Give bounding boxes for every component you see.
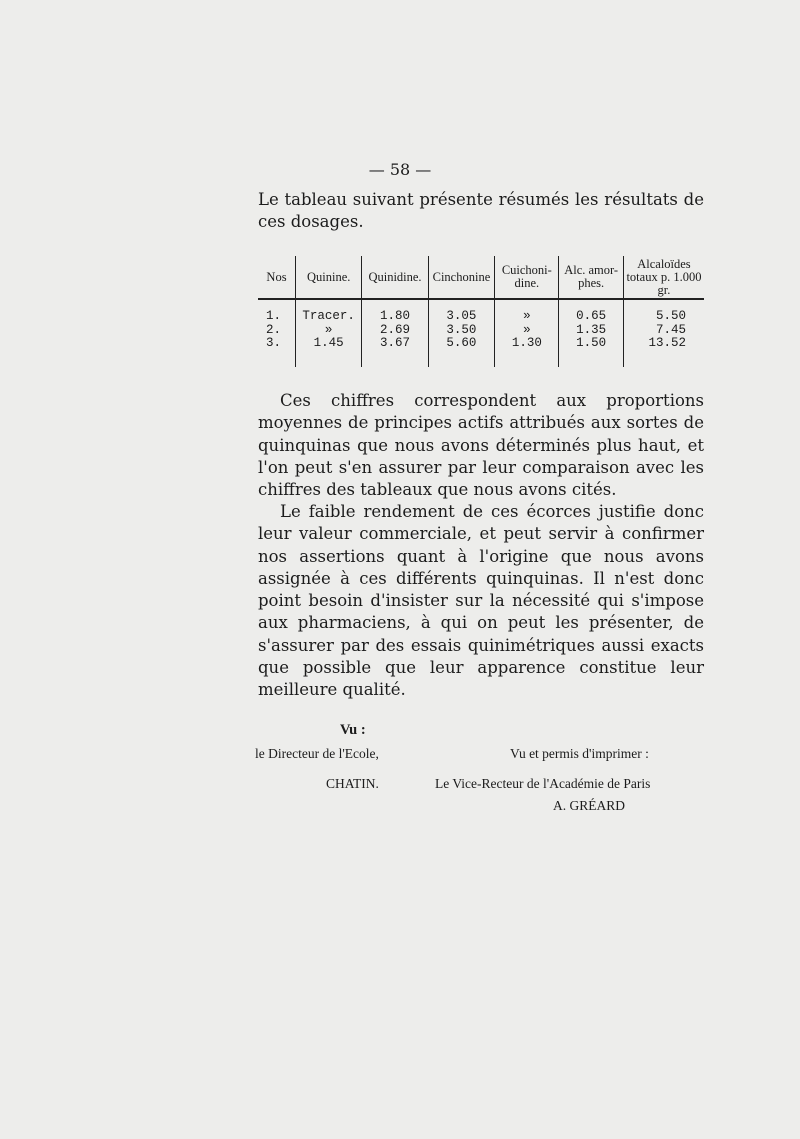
col-header-amorphous: Alc. amor-phes. bbox=[559, 256, 624, 299]
results-table bbox=[258, 256, 704, 367]
table-cell: 7.45 bbox=[623, 324, 704, 338]
table-cell: 2.69 bbox=[362, 324, 428, 338]
table-cell: » bbox=[495, 324, 559, 338]
col-header-total: Alcaloïdes totaux p. 1.000 gr. bbox=[623, 256, 704, 299]
table-cell: 0.65 bbox=[559, 299, 624, 324]
table-cell: 1. bbox=[266, 309, 282, 323]
table-cell: 2. bbox=[266, 322, 282, 337]
table-cell: 5.60 bbox=[428, 337, 495, 367]
paragraph-comparison-text: Ces chiffres correspondent aux proportions moyennes de principes actifs attribués aux sortes de quinquinas que nous avons déterminés plus haut, et l'on peut s'en assurer par leur comparaison avec les chiffres des tableaux que nous avons cités. bbox=[258, 391, 704, 500]
table-cell: 1.30 bbox=[495, 337, 559, 367]
director-label: le Directeur de l'Ecole, bbox=[255, 746, 379, 761]
table-cell: 1.80 bbox=[362, 299, 428, 324]
table-row bbox=[258, 324, 704, 338]
table-row bbox=[258, 299, 704, 324]
table-cell: 1.35 bbox=[559, 324, 624, 338]
col-header-cinchonidine: Cuichoni-dine. bbox=[495, 256, 559, 299]
paragraph-comparison bbox=[258, 390, 704, 501]
table-cell: » bbox=[495, 299, 559, 324]
col-header-quinine: Quinine. bbox=[296, 256, 362, 299]
paragraph-conclusion-text: Le faible rendement de ces écorces justifie donc leur valeur commerciale, et peut servir à confirmer nos assertions quant à l'origine que nous avons assignée à ces différents quinquinas. Il n'est donc point besoin d'insister sur la nécessité qui s'impose aux pharmaciens, à qui on peut les présenter, de s'assurer par des essais quinimétriques aussi exacts que possible que leur apparence constitue leur meilleure qualité. bbox=[258, 502, 704, 700]
rector-label: Le Vice-Recteur de l'Académie de Paris bbox=[435, 776, 651, 791]
table-cell: 13.52 bbox=[623, 337, 704, 367]
col-header-number: Nos bbox=[258, 256, 296, 299]
table-cell: 3.50 bbox=[428, 324, 495, 338]
table-cell: 5.50 bbox=[623, 299, 704, 324]
table-cell: 1.50 bbox=[559, 337, 624, 367]
table-row bbox=[258, 337, 704, 367]
director-signature: CHATIN. bbox=[326, 776, 379, 791]
vu-heading: Vu : bbox=[340, 722, 366, 738]
col-header-cinchonine: Cinchonine bbox=[428, 256, 495, 299]
intro-text: Le tableau suivant présente résumés les résultats de ces dosages. bbox=[258, 190, 704, 232]
table-cell: 3. bbox=[266, 336, 282, 350]
rector-signature: A. GRÉARD bbox=[553, 798, 626, 813]
table-cell: 3.67 bbox=[362, 337, 428, 367]
paragraph-conclusion bbox=[258, 501, 704, 702]
table-cell: 1.45 bbox=[296, 337, 362, 367]
table-cell: 3.05 bbox=[428, 299, 495, 324]
page-number: — 58 — bbox=[368, 160, 432, 179]
table-header-row bbox=[258, 256, 704, 299]
table-cell: » bbox=[296, 324, 362, 338]
col-header-quinidine: Quinidine. bbox=[362, 256, 428, 299]
table-cell: Tracer. bbox=[296, 299, 362, 324]
permit-label: Vu et permis d'imprimer : bbox=[510, 746, 649, 761]
